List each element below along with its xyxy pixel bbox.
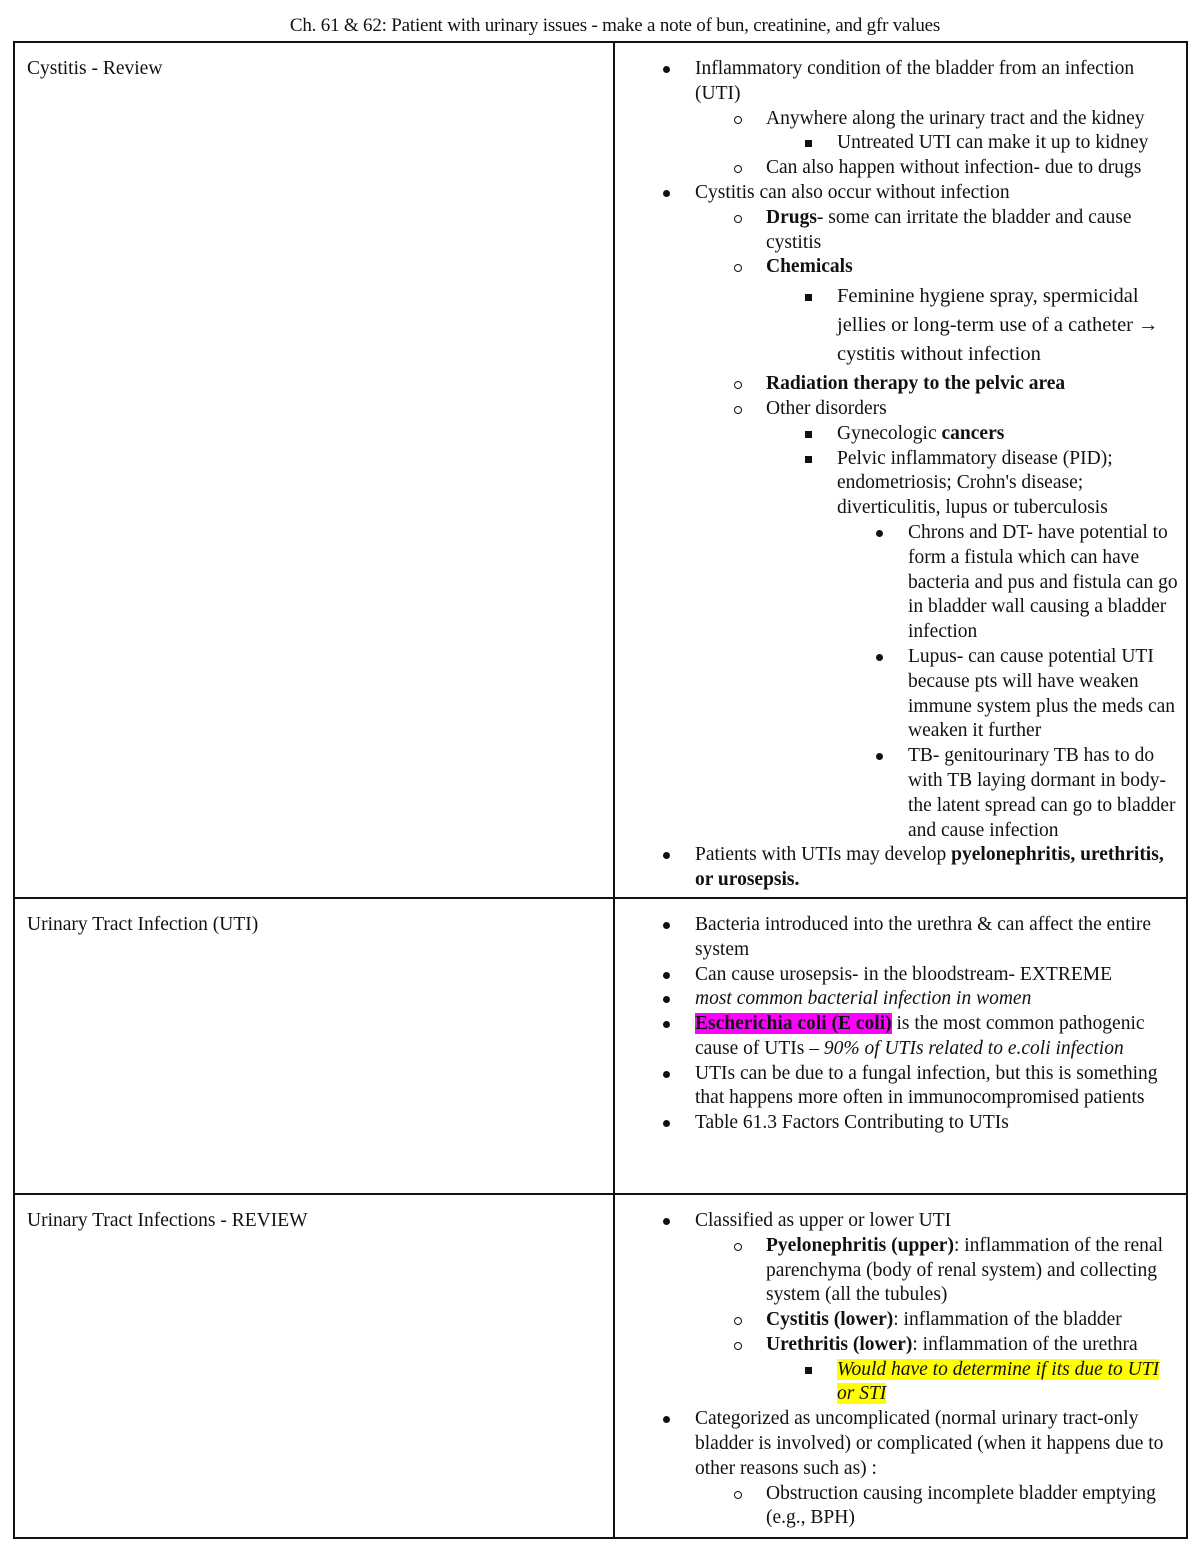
list-item: Table 61.3 Factors Contributing to UTIs bbox=[615, 1111, 1178, 1136]
list-item: Other disorders bbox=[615, 397, 1178, 422]
bullet-disc-icon bbox=[659, 963, 675, 987]
list-item: Cystitis (lower): inflammation of the bladder bbox=[615, 1308, 1178, 1333]
bullet-disc-icon bbox=[659, 1012, 675, 1036]
list-item: Inflammatory condition of the bladder from an infection (UTI) bbox=[615, 57, 1178, 107]
bullet-disc-icon bbox=[659, 913, 675, 937]
bullet-square-icon bbox=[801, 447, 817, 471]
bullet-circle-icon bbox=[730, 1333, 746, 1357]
list-item: Feminine hygiene spray, spermicidal jellies or long-term use of a catheter → cystitis without infection bbox=[615, 280, 1178, 369]
list-item: Cystitis can also occur without infection bbox=[615, 181, 1178, 206]
list-item: most common bacterial infection in women bbox=[615, 987, 1178, 1012]
list-item bbox=[615, 1358, 1178, 1408]
list-item: Drugs- some can irritate the bladder and cause cystitis bbox=[615, 206, 1178, 256]
bullet-square-icon bbox=[801, 131, 817, 155]
list-item: Lupus- can cause potential UTI because pts will have weaken immune system plus the meds can weaken it further bbox=[615, 645, 1178, 744]
table-row bbox=[14, 898, 1187, 1194]
table-row bbox=[14, 1194, 1187, 1538]
list-item: Gynecologic cancers bbox=[615, 422, 1178, 447]
bullet-disc-icon bbox=[659, 987, 675, 1011]
bullet-disc-icon bbox=[659, 1407, 675, 1431]
list-item: Patients with UTIs may develop pyelonephritis, urethritis, or urosepsis. bbox=[615, 843, 1178, 893]
bullet-circle-icon bbox=[730, 397, 746, 421]
list-item: UTIs can be due to a fungal infection, but this is something that happens more often in immunocompromised patients bbox=[615, 1062, 1178, 1112]
topic-cell: Cystitis - Review bbox=[14, 42, 614, 898]
notes-table bbox=[13, 41, 1188, 1539]
content-cell bbox=[614, 42, 1187, 898]
bullet-square-icon bbox=[801, 1358, 817, 1382]
bullet-circle-icon bbox=[730, 156, 746, 180]
bullet-circle-icon bbox=[730, 255, 746, 279]
list-item: Urethritis (lower): inflammation of the urethra bbox=[615, 1333, 1178, 1358]
bullet-disc-icon bbox=[872, 521, 888, 545]
bullet-circle-icon bbox=[730, 1308, 746, 1332]
list-item: Obstruction causing incomplete bladder emptying (e.g., BPH) bbox=[615, 1482, 1178, 1532]
bullet-disc-icon bbox=[659, 1111, 675, 1135]
list-item: Classified as upper or lower UTI bbox=[615, 1209, 1178, 1234]
bullet-disc-icon bbox=[872, 744, 888, 768]
bullet-disc-icon bbox=[659, 57, 675, 81]
list-item: Untreated UTI can make it up to kidney bbox=[615, 131, 1178, 156]
bullet-disc-icon bbox=[659, 1209, 675, 1233]
bullet-square-icon bbox=[801, 285, 817, 309]
list-item: Chemicals bbox=[615, 255, 1178, 280]
list-item: Pelvic inflammatory disease (PID); endometriosis; Crohn's disease; diverticulitis, lupus or tuberculosis bbox=[615, 447, 1178, 521]
list-item: Anywhere along the urinary tract and the kidney bbox=[615, 107, 1178, 132]
bullet-disc-icon bbox=[659, 181, 675, 205]
list-item: Bacteria introduced into the urethra & can affect the entire system bbox=[615, 913, 1178, 963]
content-cell bbox=[614, 898, 1187, 1194]
highlighted-note: Would have to determine if its due to UTI or STI bbox=[837, 1358, 1160, 1405]
list-item: Categorized as uncomplicated (normal urinary tract-only bladder is involved) or complicated (when it happens due to other reasons such as) : bbox=[615, 1407, 1178, 1481]
bullet-circle-icon bbox=[730, 1234, 746, 1258]
list-item: Radiation therapy to the pelvic area bbox=[615, 369, 1178, 397]
list-item: TB- genitourinary TB has to do with TB laying dormant in body- the latent spread can go to bladder and cause infection bbox=[615, 744, 1178, 843]
topic-cell: Urinary Tract Infections - REVIEW bbox=[14, 1194, 614, 1538]
bullet-circle-icon bbox=[730, 107, 746, 131]
list-item: Pyelonephritis (upper): inflammation of the renal parenchyma (body of renal system) and collecting system (all the tubules) bbox=[615, 1234, 1178, 1308]
bullet-circle-icon bbox=[730, 206, 746, 230]
table-row bbox=[14, 42, 1187, 898]
bullet-disc-icon bbox=[659, 1062, 675, 1086]
bullet-square-icon bbox=[801, 422, 817, 446]
highlighted-term: Escherichia coli (E coli) bbox=[695, 1013, 892, 1035]
bullet-disc-icon bbox=[872, 645, 888, 669]
content-cell bbox=[614, 1194, 1187, 1538]
list-item: Escherichia coli (E coli) is the most common pathogenic cause of UTIs – 90% of UTIs related to e.coli infection bbox=[615, 1012, 1178, 1062]
list-item: Can also happen without infection- due to drugs bbox=[615, 156, 1178, 181]
topic-cell: Urinary Tract Infection (UTI) bbox=[14, 898, 614, 1194]
bullet-circle-icon bbox=[730, 372, 746, 396]
bullet-disc-icon bbox=[659, 843, 675, 867]
bullet-circle-icon bbox=[730, 1482, 746, 1506]
list-item: Chrons and DT- have potential to form a fistula which can have bacteria and pus and fistula can go in bladder wall causing a bladder infection bbox=[615, 521, 1178, 645]
list-item: Can cause urosepsis- in the bloodstream- EXTREME bbox=[615, 963, 1178, 988]
page-title: Ch. 61 & 62: Patient with urinary issues - make a note of bun, creatinine, and gfr values bbox=[289, 15, 941, 36]
